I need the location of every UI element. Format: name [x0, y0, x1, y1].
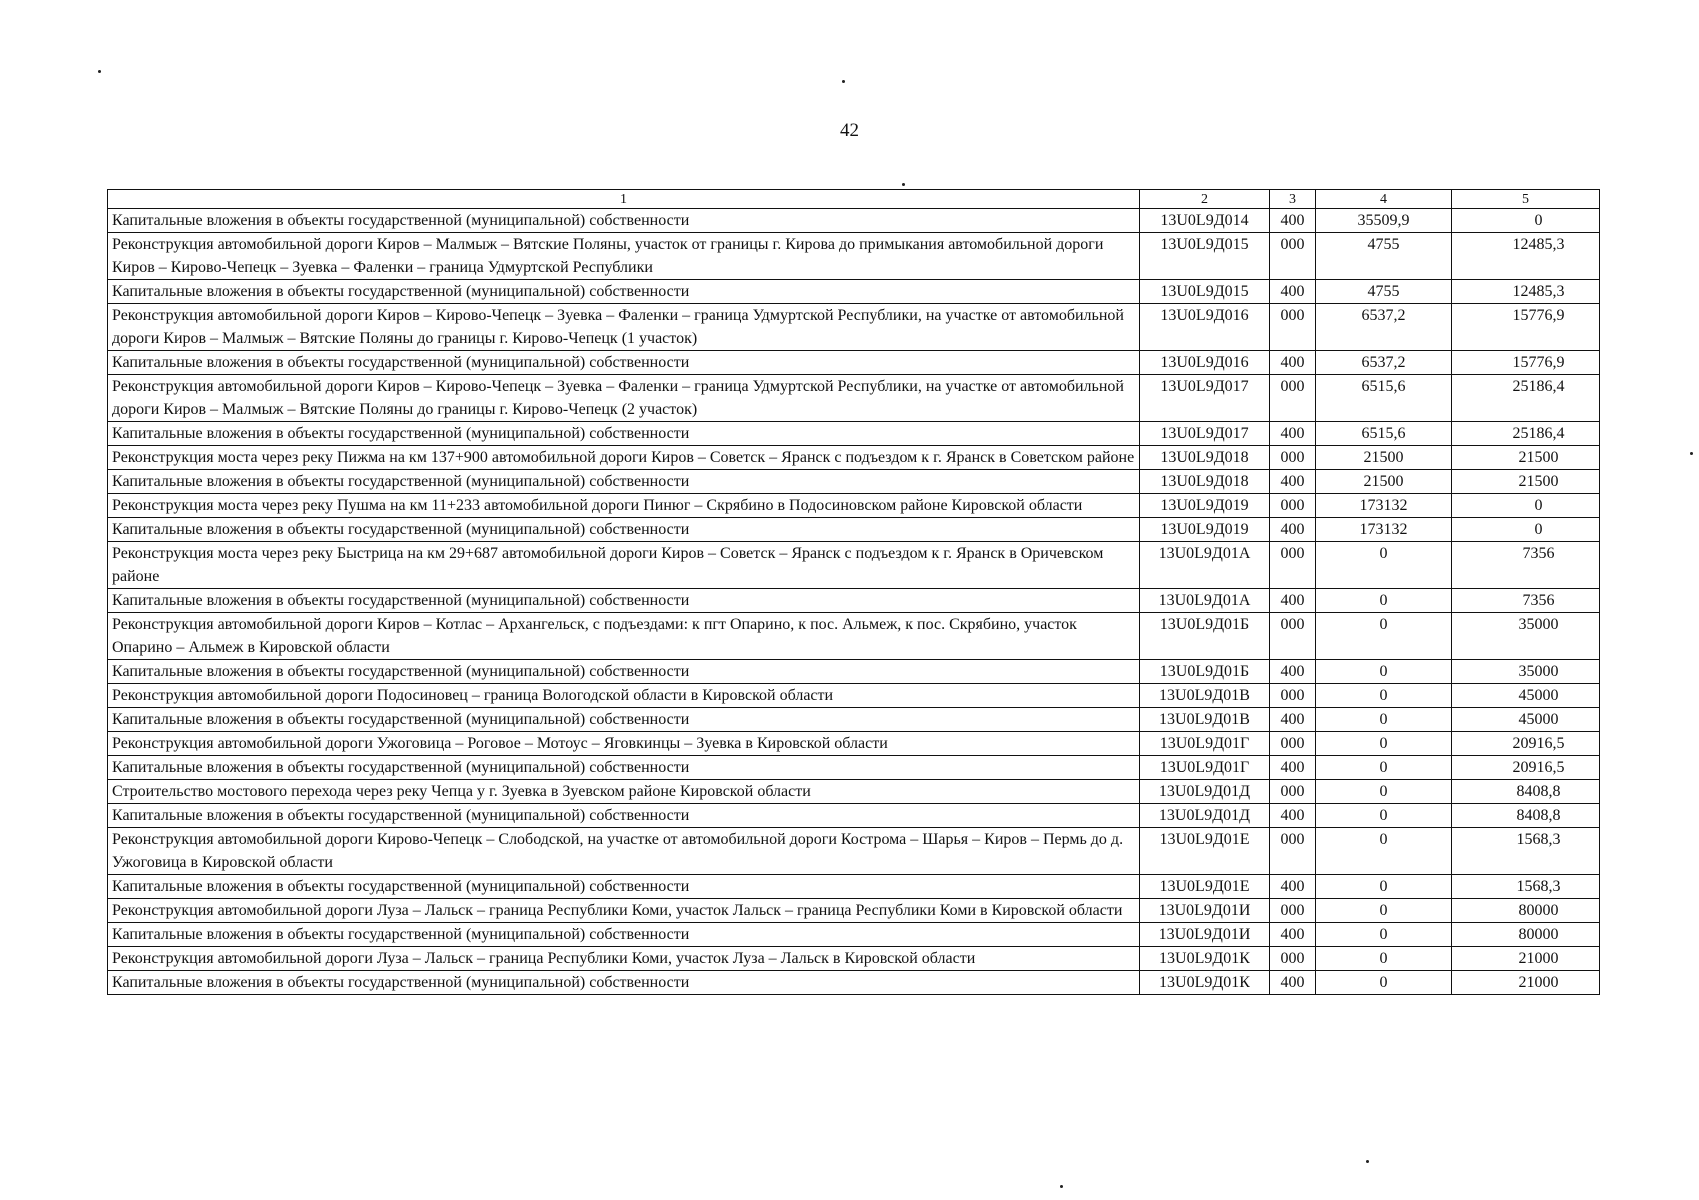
row-code-cell: 13U0L9Д01И	[1140, 899, 1270, 923]
row-value-2019-cell: 0	[1316, 732, 1452, 756]
table-row	[108, 351, 1600, 375]
row-value-2019-cell: 21500	[1316, 446, 1452, 470]
row-code-cell: 13U0L9Д019	[1140, 494, 1270, 518]
row-value-2019-cell: 4755	[1316, 280, 1452, 304]
row-type-cell: 400	[1270, 804, 1316, 828]
row-name-cell: Капитальные вложения в объекты государственной (муниципальной) собственности	[108, 875, 1140, 899]
row-value-2020-cell: 45000	[1452, 684, 1600, 708]
table-row	[108, 708, 1600, 732]
table-row	[108, 923, 1600, 947]
row-code-cell: 13U0L9Д019	[1140, 518, 1270, 542]
row-code-cell: 13U0L9Д01К	[1140, 947, 1270, 971]
row-name-cell: Капитальные вложения в объекты государственной (муниципальной) собственности	[108, 209, 1140, 233]
table-row	[108, 470, 1600, 494]
row-code-cell: 13U0L9Д017	[1140, 375, 1270, 422]
row-name-cell: Капитальные вложения в объекты государственной (муниципальной) собственности	[108, 923, 1140, 947]
row-name-cell: Реконструкция моста через реку Пушма на км 11+233 автомобильной дороги Пинюг – Скрябино в Подосиновском районе Кировской области	[108, 494, 1140, 518]
row-code-cell: 13U0L9Д015	[1140, 280, 1270, 304]
row-name-cell: Реконструкция автомобильной дороги Киров – Котлас – Архангельск, с подъездами: к пгт Опарино, к пос. Альмеж, к пос. Скрябино, участок Опарино – Альмеж в Кировской области	[108, 613, 1140, 660]
table-row	[108, 756, 1600, 780]
row-type-cell: 000	[1270, 233, 1316, 280]
row-value-2020-cell: 35000	[1452, 660, 1600, 684]
row-name-cell: Строительство мостового перехода через реку Чепца у г. Зуевка в Зуевском районе Кировской области	[108, 780, 1140, 804]
row-value-2019-cell: 0	[1316, 708, 1452, 732]
row-name-cell: Капитальные вложения в объекты государственной (муниципальной) собственности	[108, 422, 1140, 446]
row-type-cell: 400	[1270, 280, 1316, 304]
row-type-cell: 400	[1270, 708, 1316, 732]
row-value-2020-cell: 80000	[1452, 923, 1600, 947]
row-name-cell: Капитальные вложения в объекты государственной (муниципальной) собственности	[108, 351, 1140, 375]
row-value-2019-cell: 6515,6	[1316, 375, 1452, 422]
row-type-cell: 400	[1270, 209, 1316, 233]
row-type-cell: 400	[1270, 351, 1316, 375]
row-code-cell: 13U0L9Д01Е	[1140, 875, 1270, 899]
row-name-cell: Реконструкция автомобильной дороги Киров – Малмыж – Вятские Поляны, участок от границы г. Кирова до примыкания автомобильной дороги Киров – Кирово-Чепецк – Зуевка – Фаленки – граница Удмуртской Республики	[108, 233, 1140, 280]
row-type-cell: 400	[1270, 470, 1316, 494]
row-value-2019-cell: 173132	[1316, 494, 1452, 518]
row-name-cell: Капитальные вложения в объекты государственной (муниципальной) собственности	[108, 660, 1140, 684]
row-type-cell: 400	[1270, 660, 1316, 684]
row-value-2019-cell: 0	[1316, 971, 1452, 995]
row-name-cell: Реконструкция автомобильной дороги Подосиновец – граница Вологодской области в Кировской области	[108, 684, 1140, 708]
row-code-cell: 13U0L9Д015	[1140, 233, 1270, 280]
table-row	[108, 233, 1600, 280]
row-value-2020-cell: 15776,9	[1452, 304, 1600, 351]
row-type-cell: 400	[1270, 589, 1316, 613]
row-value-2020-cell: 20916,5	[1452, 756, 1600, 780]
row-code-cell: 13U0L9Д01Г	[1140, 732, 1270, 756]
row-name-cell: Реконструкция автомобильной дороги Киров – Кирово-Чепецк – Зуевка – Фаленки – граница Удмуртской Республики, на участке от автомобильной дороги Киров – Малмыж – Вятские Поляны до границы г. Кирово-Чепецк (2 участок)	[108, 375, 1140, 422]
row-value-2020-cell: 7356	[1452, 589, 1600, 613]
row-code-cell: 13U0L9Д014	[1140, 209, 1270, 233]
table-row	[108, 518, 1600, 542]
table-row	[108, 971, 1600, 995]
row-value-2020-cell: 12485,3	[1452, 280, 1600, 304]
row-value-2020-cell: 20916,5	[1452, 732, 1600, 756]
row-value-2020-cell: 80000	[1452, 899, 1600, 923]
row-value-2019-cell: 0	[1316, 828, 1452, 875]
budget-table	[107, 189, 1600, 995]
row-name-cell: Капитальные вложения в объекты государственной (муниципальной) собственности	[108, 518, 1140, 542]
row-type-cell: 000	[1270, 828, 1316, 875]
header-cell-5: 5	[1452, 190, 1600, 209]
row-value-2019-cell: 4755	[1316, 233, 1452, 280]
table-row	[108, 899, 1600, 923]
row-type-cell: 000	[1270, 613, 1316, 660]
header-cell-1: 1	[108, 190, 1140, 209]
scan-speck	[1690, 452, 1693, 455]
row-value-2019-cell: 0	[1316, 923, 1452, 947]
table-row	[108, 304, 1600, 351]
table-row	[108, 780, 1600, 804]
row-code-cell: 13U0L9Д016	[1140, 304, 1270, 351]
table-row	[108, 494, 1600, 518]
table-row	[108, 947, 1600, 971]
row-value-2020-cell: 12485,3	[1452, 233, 1600, 280]
row-value-2020-cell: 35000	[1452, 613, 1600, 660]
row-code-cell: 13U0L9Д016	[1140, 351, 1270, 375]
header-cell-4: 4	[1316, 190, 1452, 209]
row-type-cell: 000	[1270, 375, 1316, 422]
row-name-cell: Капитальные вложения в объекты государственной (муниципальной) собственности	[108, 971, 1140, 995]
page-number: 42	[840, 120, 859, 141]
row-type-cell: 400	[1270, 518, 1316, 542]
row-code-cell: 13U0L9Д01Е	[1140, 828, 1270, 875]
row-code-cell: 13U0L9Д01В	[1140, 708, 1270, 732]
row-code-cell: 13U0L9Д01Д	[1140, 804, 1270, 828]
row-value-2020-cell: 21000	[1452, 947, 1600, 971]
row-value-2019-cell: 21500	[1316, 470, 1452, 494]
row-value-2019-cell: 0	[1316, 756, 1452, 780]
row-type-cell: 000	[1270, 304, 1316, 351]
row-type-cell: 000	[1270, 494, 1316, 518]
table-row	[108, 875, 1600, 899]
row-value-2019-cell: 6537,2	[1316, 351, 1452, 375]
row-name-cell: Капитальные вложения в объекты государственной (муниципальной) собственности	[108, 470, 1140, 494]
row-value-2019-cell: 6537,2	[1316, 304, 1452, 351]
row-value-2019-cell: 0	[1316, 875, 1452, 899]
row-value-2020-cell: 25186,4	[1452, 375, 1600, 422]
table-row	[108, 828, 1600, 875]
row-code-cell: 13U0L9Д017	[1140, 422, 1270, 446]
row-code-cell: 13U0L9Д018	[1140, 470, 1270, 494]
table-row	[108, 613, 1600, 660]
row-type-cell: 000	[1270, 684, 1316, 708]
row-type-cell: 400	[1270, 756, 1316, 780]
row-type-cell: 000	[1270, 780, 1316, 804]
row-value-2020-cell: 8408,8	[1452, 780, 1600, 804]
row-code-cell: 13U0L9Д01Б	[1140, 660, 1270, 684]
row-value-2019-cell: 0	[1316, 660, 1452, 684]
row-code-cell: 13U0L9Д01И	[1140, 923, 1270, 947]
row-value-2019-cell: 0	[1316, 899, 1452, 923]
row-value-2020-cell: 21500	[1452, 446, 1600, 470]
table-row	[108, 209, 1600, 233]
row-type-cell: 400	[1270, 875, 1316, 899]
table-row	[108, 422, 1600, 446]
row-code-cell: 13U0L9Д01Б	[1140, 613, 1270, 660]
row-name-cell: Капитальные вложения в объекты государственной (муниципальной) собственности	[108, 589, 1140, 613]
row-value-2020-cell: 15776,9	[1452, 351, 1600, 375]
header-cell-2: 2	[1140, 190, 1270, 209]
row-code-cell: 13U0L9Д01В	[1140, 684, 1270, 708]
row-value-2019-cell: 35509,9	[1316, 209, 1452, 233]
row-value-2020-cell: 45000	[1452, 708, 1600, 732]
row-value-2019-cell: 0	[1316, 589, 1452, 613]
row-value-2019-cell: 0	[1316, 947, 1452, 971]
table-row	[108, 589, 1600, 613]
row-value-2020-cell: 0	[1452, 494, 1600, 518]
row-code-cell: 13U0L9Д01Д	[1140, 780, 1270, 804]
row-type-cell: 400	[1270, 422, 1316, 446]
row-code-cell: 13U0L9Д01А	[1140, 589, 1270, 613]
table-row	[108, 280, 1600, 304]
table-row	[108, 446, 1600, 470]
row-type-cell: 400	[1270, 923, 1316, 947]
row-value-2019-cell: 0	[1316, 542, 1452, 589]
row-type-cell: 000	[1270, 899, 1316, 923]
row-name-cell: Капитальные вложения в объекты государственной (муниципальной) собственности	[108, 280, 1140, 304]
header-row	[108, 190, 1600, 209]
row-value-2019-cell: 0	[1316, 780, 1452, 804]
row-value-2020-cell: 0	[1452, 518, 1600, 542]
row-name-cell: Капитальные вложения в объекты государственной (муниципальной) собственности	[108, 804, 1140, 828]
row-name-cell: Реконструкция автомобильной дороги Ужоговица – Роговое – Мотоус – Яговкинцы – Зуевка в Кировской области	[108, 732, 1140, 756]
scan-speck	[1366, 1160, 1369, 1163]
row-value-2020-cell: 8408,8	[1452, 804, 1600, 828]
row-type-cell: 000	[1270, 947, 1316, 971]
row-value-2020-cell: 0	[1452, 209, 1600, 233]
row-value-2020-cell: 1568,3	[1452, 828, 1600, 875]
row-value-2019-cell: 6515,6	[1316, 422, 1452, 446]
row-name-cell: Реконструкция моста через реку Быстрица на км 29+687 автомобильной дороги Киров – Советск – Яранск с подъездом к г. Яранск в Оричевском районе	[108, 542, 1140, 589]
scan-speck	[902, 183, 905, 186]
row-value-2019-cell: 173132	[1316, 518, 1452, 542]
row-name-cell: Реконструкция автомобильной дороги Киров – Кирово-Чепецк – Зуевка – Фаленки – граница Удмуртской Республики, на участке от автомобильной дороги Киров – Малмыж – Вятские Поляны до границы г. Кирово-Чепецк (1 участок)	[108, 304, 1140, 351]
row-name-cell: Реконструкция моста через реку Пижма на км 137+900 автомобильной дороги Киров – Советск – Яранск с подъездом к г. Яранск в Советском районе	[108, 446, 1140, 470]
row-value-2020-cell: 1568,3	[1452, 875, 1600, 899]
row-name-cell: Реконструкция автомобильной дороги Луза – Лальск – граница Республики Коми, участок Луза – Лальск в Кировской области	[108, 947, 1140, 971]
row-type-cell: 400	[1270, 971, 1316, 995]
row-type-cell: 000	[1270, 542, 1316, 589]
row-name-cell: Реконструкция автомобильной дороги Кирово-Чепецк – Слободской, на участке от автомобильной дороги Кострома – Шарья – Киров – Пермь до д. Ужоговица в Кировской области	[108, 828, 1140, 875]
row-name-cell: Капитальные вложения в объекты государственной (муниципальной) собственности	[108, 708, 1140, 732]
table-row	[108, 684, 1600, 708]
row-value-2020-cell: 21500	[1452, 470, 1600, 494]
row-code-cell: 13U0L9Д01А	[1140, 542, 1270, 589]
row-code-cell: 13U0L9Д01К	[1140, 971, 1270, 995]
header-cell-3: 3	[1270, 190, 1316, 209]
table-row	[108, 542, 1600, 589]
row-value-2019-cell: 0	[1316, 684, 1452, 708]
row-value-2019-cell: 0	[1316, 613, 1452, 660]
table-body	[108, 209, 1600, 995]
table-row	[108, 804, 1600, 828]
row-name-cell: Капитальные вложения в объекты государственной (муниципальной) собственности	[108, 756, 1140, 780]
table-row	[108, 732, 1600, 756]
row-value-2019-cell: 0	[1316, 804, 1452, 828]
row-name-cell: Реконструкция автомобильной дороги Луза – Лальск – граница Республики Коми, участок Лальск – граница Республики Коми в Кировской области	[108, 899, 1140, 923]
table-row	[108, 375, 1600, 422]
row-type-cell: 000	[1270, 732, 1316, 756]
row-value-2020-cell: 7356	[1452, 542, 1600, 589]
row-code-cell: 13U0L9Д018	[1140, 446, 1270, 470]
scan-speck	[842, 80, 845, 83]
row-value-2020-cell: 25186,4	[1452, 422, 1600, 446]
scan-speck	[98, 70, 101, 73]
row-code-cell: 13U0L9Д01Г	[1140, 756, 1270, 780]
scan-speck	[1060, 1185, 1063, 1188]
table-row	[108, 660, 1600, 684]
row-value-2020-cell: 21000	[1452, 971, 1600, 995]
row-type-cell: 000	[1270, 446, 1316, 470]
